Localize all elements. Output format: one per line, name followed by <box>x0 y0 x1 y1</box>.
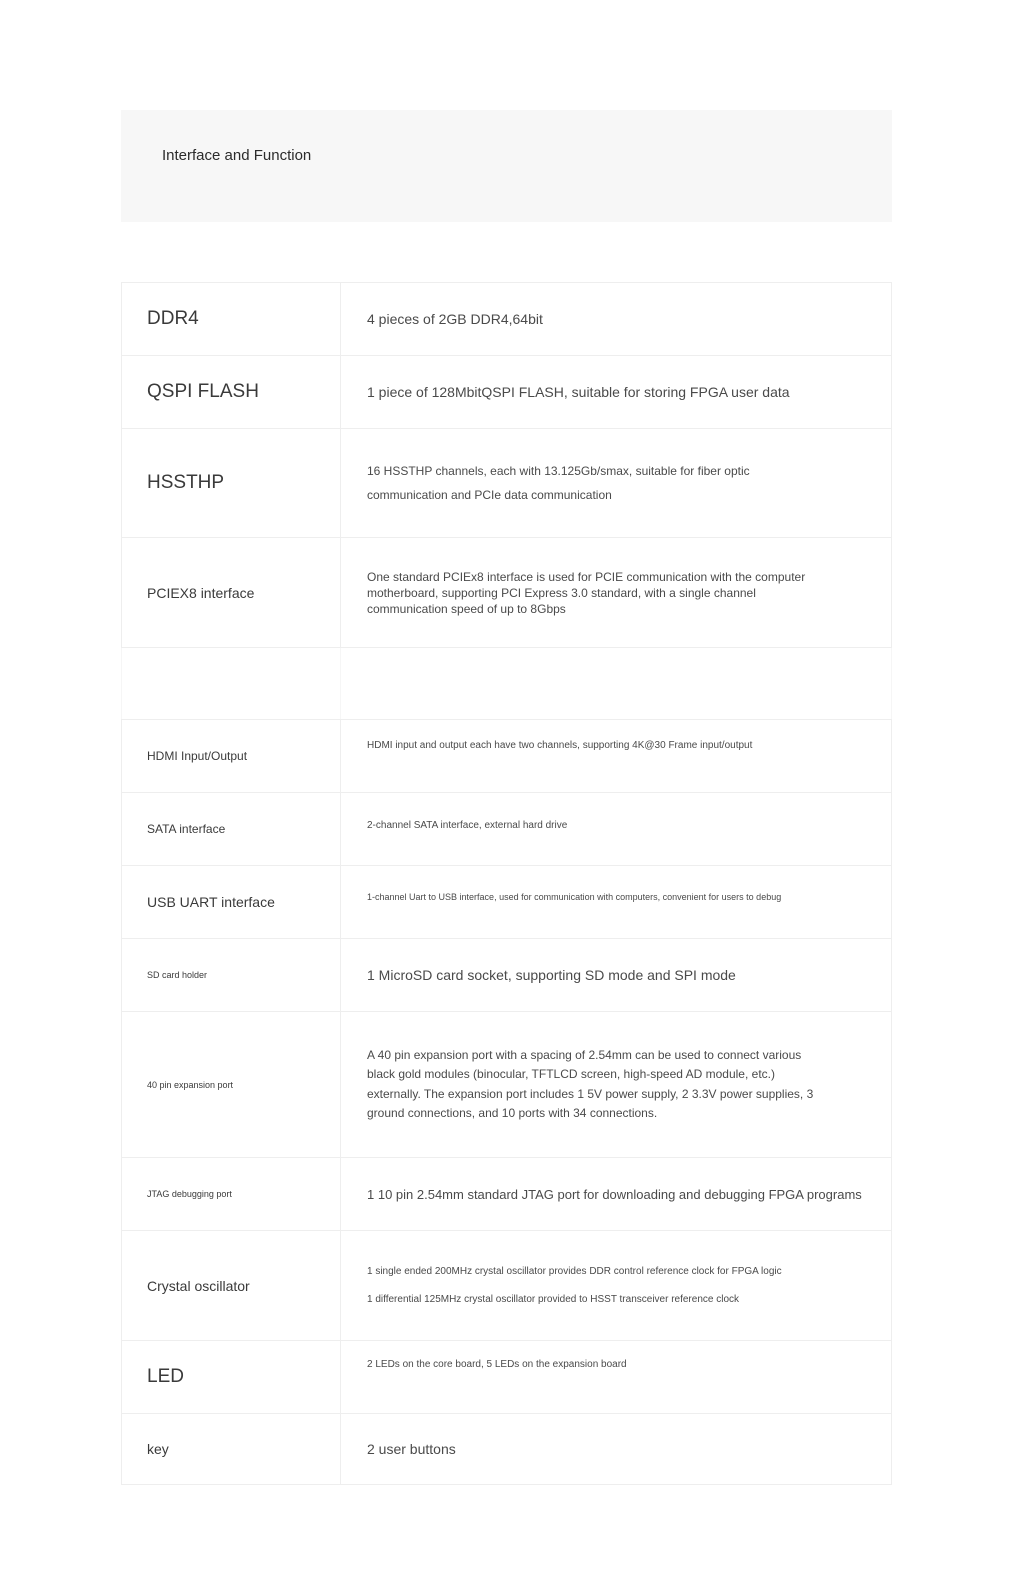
row-value-sata <box>341 793 892 866</box>
value-line: 4 pieces of 2GB DDR4,64bit <box>367 311 543 327</box>
table-row <box>122 1158 892 1231</box>
table-row <box>122 283 892 356</box>
row-label-40pin: 40 pin expansion port <box>122 1012 341 1158</box>
row-value-hssthp <box>341 429 892 538</box>
row-label-jtag: JTAG debugging port <box>122 1158 341 1231</box>
table-row <box>122 1012 892 1158</box>
table-row <box>122 1341 892 1414</box>
table-row <box>122 429 892 538</box>
page-title: Interface and Function <box>162 147 312 164</box>
row-value-usb-uart <box>341 866 892 939</box>
row-label-usb-uart: USB UART interface <box>122 866 341 939</box>
row-value-crystal <box>341 1231 892 1341</box>
row-value-led <box>341 1341 892 1414</box>
gap-cell <box>122 648 341 720</box>
value-line: 2 LEDs on the core board, 5 LEDs on the expansion board <box>367 1359 627 1370</box>
row-label-crystal: Crystal oscillator <box>122 1231 341 1341</box>
table-row <box>122 720 892 793</box>
row-label-ddr4: DDR4 <box>122 283 341 356</box>
row-value-jtag <box>341 1158 892 1231</box>
value-line: 1 single ended 200MHz crystal oscillator provides DDR control reference clock for FPGA logic <box>367 1265 782 1277</box>
value-line: 1-channel Uart to USB interface, used for communication with computers, convenient for users to debug <box>367 892 782 902</box>
row-label-sata: SATA interface <box>122 793 341 866</box>
row-label-pciex8: PCIEX8 interface <box>122 538 341 648</box>
value-line: HDMI input and output each have two channels, supporting 4K@30 Frame input/output <box>367 740 753 751</box>
value-line: 1 piece of 128MbitQSPI FLASH, suitable for storing FPGA user data <box>367 384 790 400</box>
value-line: A 40 pin expansion port with a spacing of 2.54mm can be used to connect various black gold modules (binocular, TFTLCD screen, high-speed AD module, etc.) externally. The expansion port includes 1 5V power supply, 2 3.3V power supplies, 3 ground connections, and 10 ports with 34 connections. <box>367 1047 814 1120</box>
value-line: One standard PCIEx8 interface is used for PCIE communication with the computer motherboard, supporting PCI Express 3.0 standard, with a single channel communication speed of up to 8Gbps <box>367 569 806 616</box>
row-value-40pin <box>341 1012 892 1158</box>
table-row <box>122 1414 892 1485</box>
row-value-pciex8 <box>341 538 892 648</box>
row-label-led: LED <box>122 1341 341 1414</box>
table-row <box>122 356 892 429</box>
row-label-hdmi: HDMI Input/Output <box>122 720 341 793</box>
value-line: 16 HSSTHP channels, each with 13.125Gb/smax, suitable for fiber optic <box>367 464 750 478</box>
value-line: 1 differential 125MHz crystal oscillator provided to HSST transceiver reference clock <box>367 1293 740 1305</box>
row-label-hssthp: HSSTHP <box>122 429 341 538</box>
row-label-qspi-flash: QSPI FLASH <box>122 356 341 429</box>
title-panel <box>121 110 892 222</box>
table-row <box>122 538 892 648</box>
value-line: 2-channel SATA interface, external hard drive <box>367 819 568 831</box>
value-line: 1 10 pin 2.54mm standard JTAG port for downloading and debugging FPGA programs <box>367 1186 862 1202</box>
row-value-ddr4 <box>341 283 892 356</box>
row-value-sd-card <box>341 939 892 1012</box>
row-value-key <box>341 1414 892 1485</box>
row-value-qspi-flash <box>341 356 892 429</box>
row-label-sd-card: SD card holder <box>122 939 341 1012</box>
row-label-key: key <box>122 1414 341 1485</box>
table-row <box>122 939 892 1012</box>
table-row <box>122 866 892 939</box>
gap-cell <box>341 648 892 720</box>
value-line: 2 user buttons <box>367 1441 456 1457</box>
spec-table-upper <box>121 282 892 1485</box>
row-value-hdmi <box>341 720 892 793</box>
table-row <box>122 1231 892 1341</box>
value-line: 1 MicroSD card socket, supporting SD mode and SPI mode <box>367 967 736 983</box>
table-gap-row <box>122 648 892 720</box>
table-row <box>122 793 892 866</box>
value-line: communication and PCIe data communication <box>367 488 612 502</box>
